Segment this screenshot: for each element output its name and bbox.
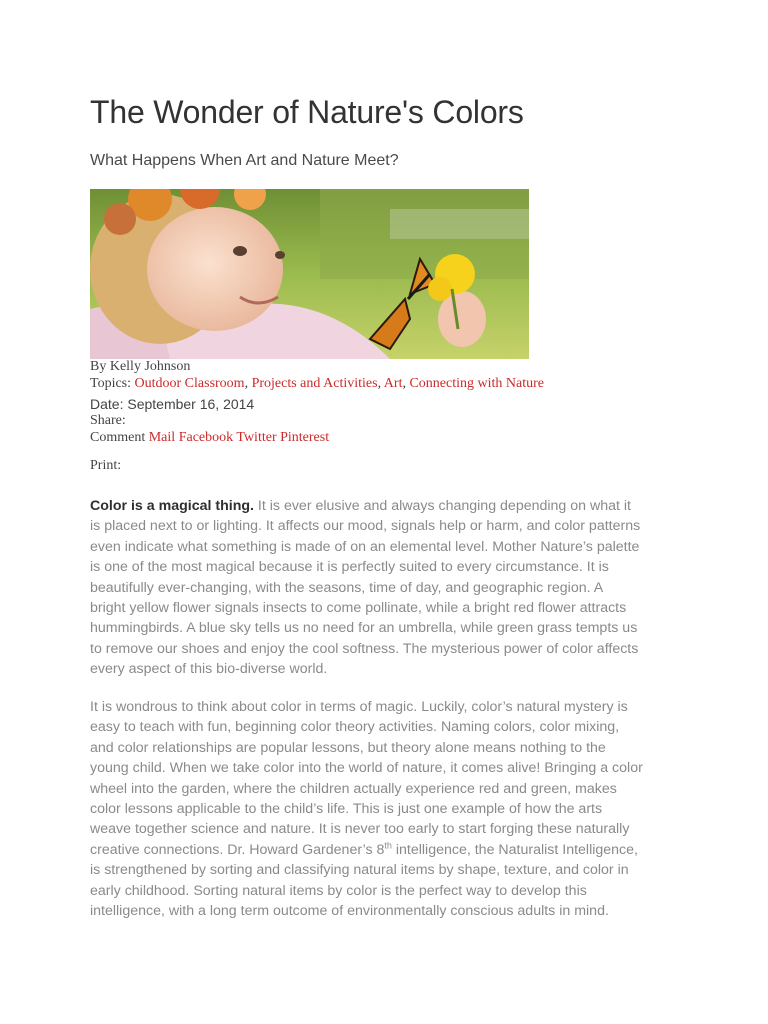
topic-link-outdoor-classroom[interactable]: Outdoor Classroom [134,376,245,391]
share-twitter-link[interactable]: Twitter [236,430,277,445]
share-facebook-link[interactable]: Facebook [178,430,234,445]
hero-illustration [90,189,529,359]
paragraph-2: It is wondrous to think about color in terms of magic. Luckily, color’s natural mystery is easy to teach with fun, beginning color theory activities. Naming colors, color mixing, and color relationships are popular lessons, but theory alone means nothing to the young child. When we take color into the world of nature, it comes alive! Bringing a color wheel into the garden, where the children actually experience red and green, makes color lessons applicable to the child’s life. This is just one example of how the arts weave together science and nature. It is never too early to start forging these naturally creative connections. Dr. Howard Gardener’s 8th intelligence, the Naturalist Intelligence, is strengthened by sorting and classifying natural items by shape, texture, and color in early childhood. Sorting natural items by color is the perfect way to develop this intelligence, with a long term outcome of environmentally conscious adults in mind. [90,699,643,920]
topics-label: Topics: [90,376,132,391]
hero-image [90,189,529,359]
article-title: The Wonder of Nature's Colors [90,94,524,130]
paragraph-1: Color is a magical thing. It is ever elusive and always changing depending on what it is placed next to or lighting. It affects our mood, signals help or harm, and color patterns even indicate what something is made of on an elemental level. Mother Nature’s palette is one of the most magical because it is perfectly suited to every circumstance. It is beautifully ever-changing, with the seasons, time of day, and geographic region. A bright yellow flower signals insects to come pollinate, while a bright red flower attracts hummingbirds. A blue sky tells us no need for an umbrella, while green grass tempts us to remove our shoes and enjoy the cool softness. The mysterious power of color affects every aspect of this bio-diverse world. [90,498,641,678]
comment-label[interactable]: Comment [90,430,146,445]
topic-link-projects-activities[interactable]: Projects and Activities [251,376,378,391]
share-label: Share: [90,413,126,428]
share-pinterest-link[interactable]: Pinterest [280,430,330,445]
article-subtitle: What Happens When Art and Nature Meet? [90,152,399,169]
topic-link-art[interactable]: Art [383,376,403,391]
print-label[interactable]: Print: [90,458,122,473]
lead-sentence: Color is a magical thing. [90,498,254,514]
topic-link-connecting-nature[interactable]: Connecting with Nature [409,376,544,391]
topics-line: Topics: Outdoor Classroom, Projects and Activities, Art, Connecting with Nature [90,376,544,391]
share-links [90,430,329,446]
publish-date: Date: September 16, 2014 [90,396,255,412]
byline: By Kelly Johnson [90,359,191,374]
share-mail-link[interactable]: Mail [148,430,176,445]
